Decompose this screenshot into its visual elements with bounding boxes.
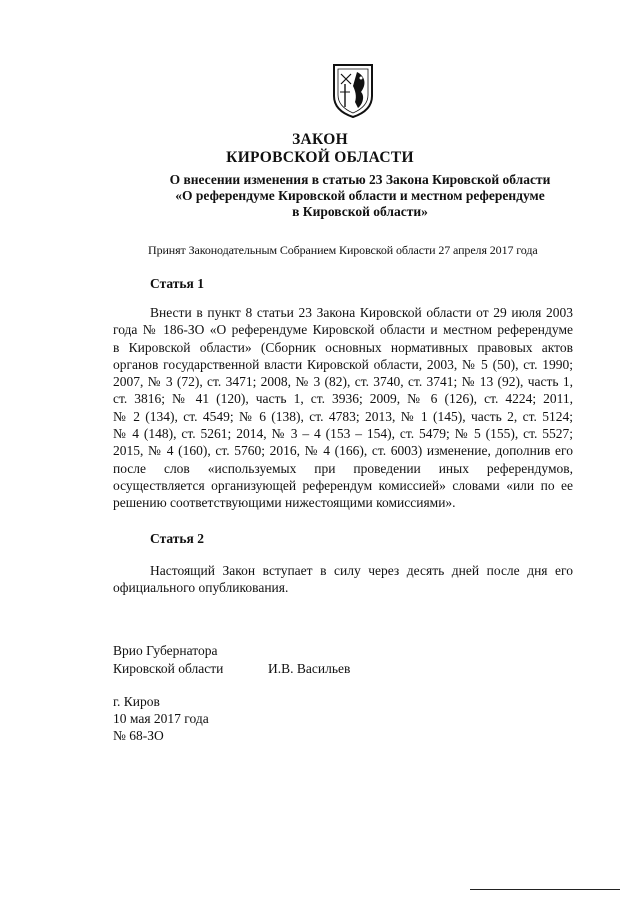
text-line: в Кировской области» (Сборник основных нормативных правовых актов [113,339,573,355]
adoption-note: Принят Законодательным Собранием Кировской области 27 апреля 2017 года [148,243,538,257]
text-line: осуществляется организующей референдум комиссией» словами «или по ее [113,477,573,493]
text-line: 2015, № 4 (160), ст. 5760; 2016, № 4 (166), ст. 6003) изменение, дополнив его [113,443,573,459]
text-line: решению соответствующими нижестоящими комиссиями». [113,495,456,511]
article-1-heading: Статья 1 [150,276,204,291]
text-line: № 4 (148), ст. 5261; 2014, № 3 – 4 (153 – 154), ст. 5479; № 5 (155), ст. 5527; [113,426,573,442]
footer-rule [470,889,620,890]
article-2-text [113,562,573,597]
text-line: Настоящий Закон вступает в силу через десять дней после дня его [150,563,573,578]
text-line: органов государственной власти Кировской области, 2003, № 5 (50), ст. 1990; [113,356,573,372]
region-title: КИРОВСКОЙ ОБЛАСТИ [226,149,414,166]
signer-name: И.В. Васильев [268,661,351,676]
text-line: 2007, № 3 (72), ст. 3471; 2008, № 3 (82), ст. 3740, ст. 3741; № 13 (92), часть 1, [113,374,573,390]
text-line: официального опубликования. [113,580,289,596]
sign-date: 10 мая 2017 года [113,711,209,726]
subtitle-line: в Кировской области» [292,204,428,219]
signer-region: Кировской области [113,661,224,676]
law-number: № 68-ЗО [113,728,164,743]
text-line: после слов «используемых при проведении иных референдумов, [113,460,573,476]
signer-position: Врио Губернатора [113,643,218,658]
article-2-heading: Статья 2 [150,531,204,546]
text-line: года № 186-ЗО «О референдуме Кировской области и местном референдуме [113,322,573,338]
coat-of-arms-icon [331,62,375,118]
text-line: Внести в пункт 8 статьи 23 Закона Кировской области от 29 июля 2003 [150,305,573,320]
law-title: ЗАКОН [292,131,348,148]
law-subtitle [150,172,570,220]
place: г. Киров [113,694,160,709]
article-1-text [113,304,573,512]
subtitle-line: О внесении изменения в статью 23 Закона Кировской области [169,172,551,187]
text-line: ст. 3816; № 41 (120), часть 1, ст. 3936; 2009, № 6 (126), ст. 4224; 2011, [113,391,573,407]
subtitle-line: «О референдуме Кировской области и местном референдуме [175,188,545,203]
text-line: № 2 (134), ст. 4549; № 6 (138), ст. 4783; 2013, № 1 (145), часть 2, ст. 5124; [113,408,573,424]
